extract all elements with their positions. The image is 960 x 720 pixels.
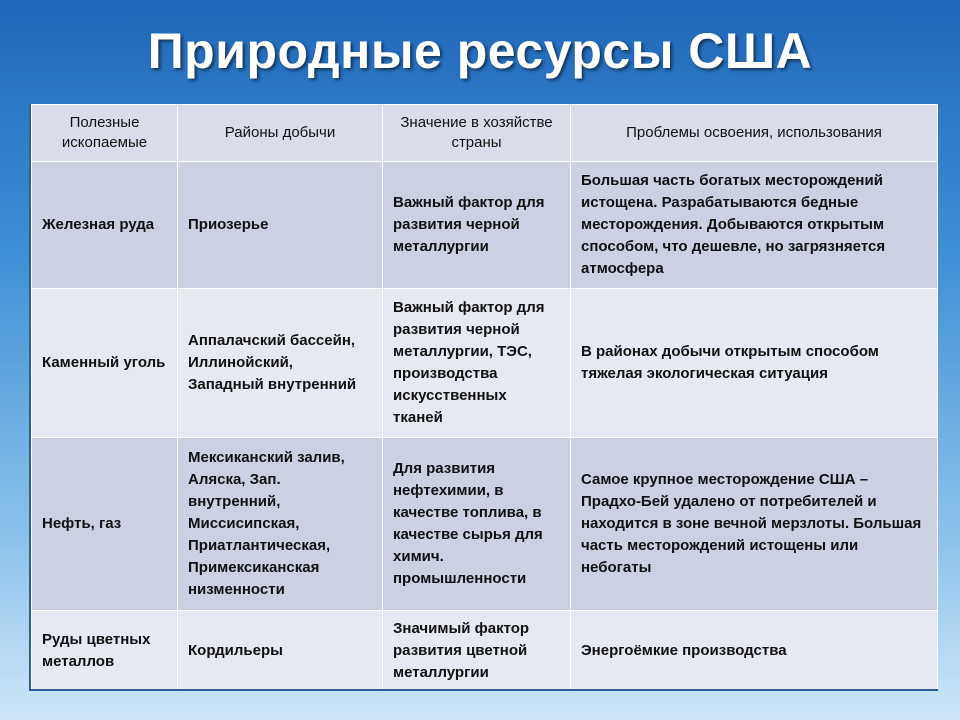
- table-header-row: [32, 105, 938, 162]
- table-frame-left: [29, 104, 31, 690]
- header-regions: Районы добычи: [178, 105, 383, 162]
- cell-regions: Приозерье: [178, 162, 383, 289]
- table-row: [32, 162, 938, 289]
- table-row: [32, 611, 938, 691]
- cell-importance: Для развития нефтехимии, в качестве топлива, в качестве сырья для химич. промышленности: [383, 438, 571, 611]
- resources-table: [31, 104, 938, 691]
- cell-resource: Нефть, газ: [32, 438, 178, 611]
- cell-resource: Каменный уголь: [32, 289, 178, 438]
- cell-problems: Большая часть богатых месторождений истощена. Разрабатываются бедные месторождения. Добываются открытым способом, что дешевле, но загрязняется атмосфера: [571, 162, 938, 289]
- cell-problems: Самое крупное месторождение США – Прадхо-Бей удалено от потребителей и находится в зоне вечной мерзлоты. Большая часть месторождений истощены или небогаты: [571, 438, 938, 611]
- cell-importance: Важный фактор для развития черной металлургии: [383, 162, 571, 289]
- cell-resource: Железная руда: [32, 162, 178, 289]
- cell-problems: Энергоёмкие производства: [571, 611, 938, 691]
- page-title: Природные ресурсы США: [147, 23, 813, 79]
- cell-importance: Важный фактор для развития черной металлургии, ТЭС, производства искусственных тканей: [383, 289, 571, 438]
- table-row: [32, 289, 938, 438]
- header-resource: Полезные ископаемые: [32, 105, 178, 162]
- header-problems: Проблемы освоения, использования: [571, 105, 938, 162]
- cell-problems: В районах добычи открытым способом тяжелая экологическая ситуация: [571, 289, 938, 438]
- cell-regions: Аппалачский бассейн, Иллинойский, Западный внутренний: [178, 289, 383, 438]
- cell-resource: Руды цветных металлов: [32, 611, 178, 691]
- cell-regions: Кордильеры: [178, 611, 383, 691]
- header-importance: Значение в хозяйстве страны: [383, 105, 571, 162]
- cell-regions: Мексиканский залив, Аляска, Зап. внутренний, Миссисипская, Приатлантическая, Примексиканская низменности: [178, 438, 383, 611]
- table-row: [32, 438, 938, 611]
- table-frame-bottom: [29, 689, 938, 691]
- cell-importance: Значимый фактор развития цветной металлургии: [383, 611, 571, 691]
